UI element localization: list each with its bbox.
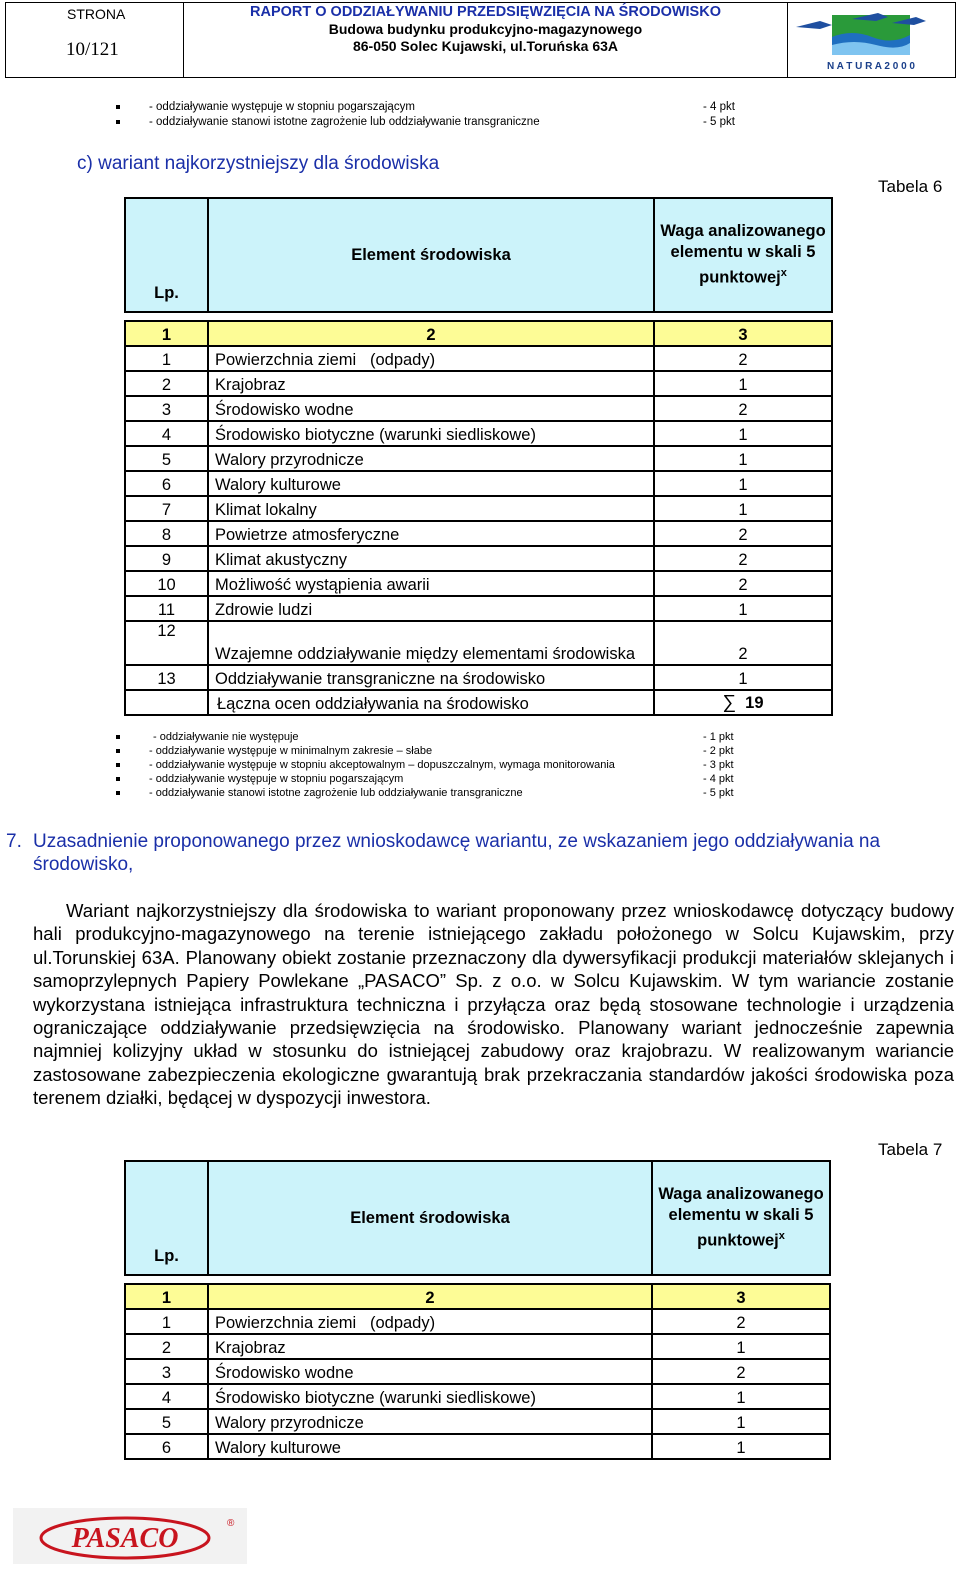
page-label: STRONA bbox=[67, 6, 126, 22]
table-row: 6 Walory kulturowe 1 bbox=[125, 1434, 830, 1459]
bullet-square-icon bbox=[116, 735, 120, 739]
sum-value: ∑ 19 bbox=[654, 690, 832, 715]
body-paragraph: Wariant najkorzystniejszy dla środowiska to wariant proponowany przez wnioskodawcę dotyczący budowy hali produkcyjno-magazynowego na terenie istniejącego zakładu położonego w Solcu Kujawskim, przy ul.Torunskiej 63A. Planowany obiekt zostanie przeznaczony dla dywersyfikacji produkcji materiałów sklejanych i samoprzylepnych Papiery Powlekane „PASACO” Sp. z o.o. w Solcu Kujawskim. W tym wariancie zostanie wykorzystana istniejąca infrastruktura techniczna i przyłącza oraz będą stosowane technologie i urządzenia ograniczające oddziaływanie przedsięwzięcia na środowisko. Planowany wariant jednocześnie zapewnia najmniej kolizyjny układ w stosunku do istniejącej zabudowy oraz krajobrazu. W realizowanym wariancie zastosowane zabezpieczenia ekologiczne gwarantują brak przekraczania standardów jakości środowiska poza terenem działki, będącej w dyspozycji inwestora. bbox=[33, 900, 954, 1109]
section-7-heading bbox=[6, 830, 953, 876]
table-7-label: Tabela 7 bbox=[878, 1140, 943, 1159]
svg-text:®: ® bbox=[227, 1518, 235, 1529]
bullet-square-icon bbox=[116, 791, 120, 795]
table-row: 10 Możliwość wystąpienia awarii 2 bbox=[125, 571, 832, 596]
table-row: 5 Walory przyrodnicze 1 bbox=[125, 1409, 830, 1434]
table-row: 9 Klimat akustyczny 2 bbox=[125, 546, 832, 571]
sum-row bbox=[125, 690, 832, 715]
sum-label: Łączna ocen oddziaływania na środowisko bbox=[208, 690, 654, 715]
bullet-square-icon bbox=[116, 749, 120, 753]
sigma-icon: ∑ bbox=[722, 692, 736, 713]
svg-text:PASACO: PASACO bbox=[71, 1523, 179, 1554]
svg-text:N A T U R A 2 0 0 0: N A T U R A 2 0 0 0 bbox=[827, 61, 915, 72]
column-number-row: 1 2 3 bbox=[125, 1284, 830, 1309]
table-row: 1 Powierzchnia ziemi (odpady) 2 bbox=[125, 1309, 830, 1334]
table-row: 1 Powierzchnia ziemi (odpady) 2 bbox=[125, 346, 832, 371]
report-address: 86-050 Solec Kujawski, ul.Toruńska 63A bbox=[352, 38, 619, 54]
report-title-cell bbox=[184, 3, 788, 77]
bullet-square-icon bbox=[116, 120, 120, 124]
col-element-header: Element środowiska bbox=[208, 1161, 652, 1275]
table-row: 4 Środowisko biotyczne (warunki siedliskowe) 1 bbox=[125, 421, 832, 446]
natura-2000-logo bbox=[792, 7, 950, 73]
column-number-row: 1 2 3 bbox=[125, 321, 832, 346]
bullet-square-icon bbox=[116, 777, 120, 781]
col-weight-header: Waga analizowanego elementu w skali 5 punktowej$^x$ bbox=[654, 198, 832, 312]
report-subject: Budowa budynku produkcyjno-magazynowego bbox=[328, 21, 643, 37]
table-row: 3 Środowisko wodne 2 bbox=[125, 1359, 830, 1384]
report-title: RAPORT O ODDZIAŁYWANIU PRZEDSIĘWZIĘCIA NA ŚRODOWISKO bbox=[250, 4, 721, 20]
section-title: Uzasadnienie proponowanego przez wnioskodawcę wariantu, ze wskazaniem jego oddziaływania na środowisko, bbox=[33, 831, 881, 875]
table-row: 2 Krajobraz 1 bbox=[125, 1334, 830, 1359]
bullet-square-icon bbox=[116, 763, 120, 767]
section-heading-c: c) wariant najkorzystniejszy dla środowiska bbox=[77, 153, 440, 174]
table-row: 4 Środowisko biotyczne (warunki siedliskowe) 1 bbox=[125, 1384, 830, 1409]
table-row: 12 Wzajemne oddziaływanie między elementami środowiska 2 bbox=[125, 621, 832, 665]
table-7 bbox=[124, 1160, 831, 1460]
table-header-row bbox=[125, 1161, 830, 1275]
table-6-label: Tabela 6 bbox=[878, 177, 943, 196]
table-row: 11 Zdrowie ludzi 1 bbox=[125, 596, 832, 621]
col-lp-header: Lp. bbox=[125, 1161, 208, 1275]
table-row: 6 Walory kulturowe 1 bbox=[125, 471, 832, 496]
table-row: 13 Oddziaływanie transgraniczne na środowisko 1 bbox=[125, 665, 832, 690]
table-row: 7 Klimat lokalny 1 bbox=[125, 496, 832, 521]
section-number: 7. bbox=[6, 831, 22, 852]
col-element-header: Element środowiska bbox=[208, 198, 654, 312]
page-number: 10/121 bbox=[66, 39, 119, 60]
bullet-square-icon bbox=[116, 105, 120, 109]
table-row: 3 Środowisko wodne 2 bbox=[125, 396, 832, 421]
table-row: 5 Walory przyrodnicze 1 bbox=[125, 446, 832, 471]
page-info-cell bbox=[6, 3, 184, 77]
table-row: 2 Krajobraz 1 bbox=[125, 371, 832, 396]
table-header-row bbox=[125, 198, 832, 312]
col-weight-header: Waga analizowanego elementu w skali 5 punktowej$^x$ bbox=[652, 1161, 830, 1275]
pasaco-logo bbox=[13, 1508, 247, 1564]
table-row: 8 Powietrze atmosferyczne 2 bbox=[125, 521, 832, 546]
col-lp-header: Lp. bbox=[125, 198, 208, 312]
page-header bbox=[5, 2, 956, 78]
table-6 bbox=[124, 197, 833, 716]
